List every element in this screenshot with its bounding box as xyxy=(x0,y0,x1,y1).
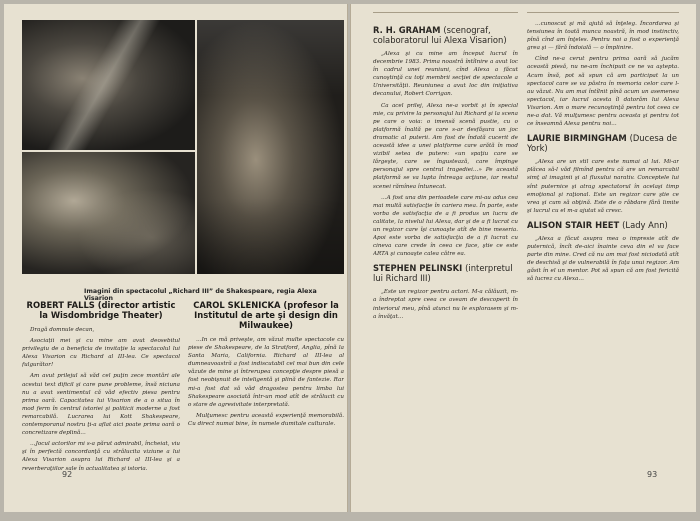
carol-sklenicka-paragraph: Mulţumesc pentru această experienţă memorabilă. Cu direct numai bine, în numele dumitale culturale. xyxy=(188,412,344,427)
article-carol-sklenicka xyxy=(188,300,344,472)
page-number-right: 93 xyxy=(647,470,658,479)
left-page xyxy=(4,4,348,512)
robert-falls-heading: ROBERT FALLS (director artistic la Wisdombridge Theater) xyxy=(26,300,176,320)
heading-name: ALISON STAIR HEET xyxy=(527,219,620,230)
graham-heading xyxy=(373,25,518,45)
robert-falls-paragraph: Am avut prilejul să văd cel puţin zece montări ale acestui text dificil şi care pune probleme, însă niciuna nu a avut sentimentul că văd efectiv piesa pentru prima oară. Capacitatea lui Visarion de a o situa în mod ferm în centrul istoriei şi politicii moderne a fost remarcabilă. Lucrarea lui Kott Shakespeare, contemporanul nostru ţi-a aflat aici poate prima oară o concretizare deplină… xyxy=(22,373,180,437)
heet-heading xyxy=(527,220,679,230)
pelinski-heading xyxy=(373,263,518,283)
right-column-1 xyxy=(373,20,518,466)
heading-role: (Ducesa de York) xyxy=(527,133,678,154)
page-number-left: 92 xyxy=(62,470,73,479)
pelinski-continued-paragraph: Cînd ne-a cerut pentru prima oară să jucăm această piesă, nu ne-am închipuit ce ne va aştepta. Acum însă, pot să spun că am participat la un spectacol care se va păstra în memoria celor care l-au văzut. Nu am mai întîlnit pînă acum un asemenea spectacol, iar lucrul acesta îl datorăm lui Alexa Visarion. Am o mare recunoştinţă pentru tot ceea ce ne-a dat. Vă mulţumesc pentru aceasta şi pentru tot ce înseamnă Alexa pentru noi… xyxy=(527,56,679,128)
photo-caption: Imagini din spectacolul „Richard III” de Shakespeare, regia Alexa Visarion xyxy=(84,288,317,302)
heading-role: (scenograf, colaboratorul lui Alexa Visarion) xyxy=(373,25,507,45)
robert-falls-paragraph: Dragă domnule decan, xyxy=(30,327,95,333)
photo-crowd-scene xyxy=(22,20,195,150)
heading-role: (interpretul lui Richard III) xyxy=(373,263,513,284)
robert-falls-paragraph: …Jocul actorilor mi s-a părut admirabil, încheiat, viu şi în perfectă concordanţă cu strălucita viziune a lui Alexa Visarion asupra lui Richard al III-lea şi a reverberaţiilor sale în actualitatea şi istoria. xyxy=(22,441,180,472)
heet-paragraph: „Alexa a făcut asupra mea o impresie atît de puternică, încît de-aici înainte ceva din el va face parte din mine. Cred că nu am mai fost niciodată atît de deschisă şi de vulnerabilă în faţa unui regizor. Am găsit în el un mentor. Pot să spun că am fost fericită să lucrez cu Alexa… xyxy=(527,235,679,283)
right-page xyxy=(350,4,696,512)
article-robert-falls xyxy=(22,300,180,472)
right-column-2 xyxy=(527,20,679,466)
heading-name: R. H. GRAHAM xyxy=(373,25,441,35)
robert-falls-paragraph: Asociații mei şi cu mine am avut deosebitul privilegiu de a beneficia de invitaţie la spectacolul lui Alexa Visarion cu Richard al III-lea. Ce spectacol fulgurător! xyxy=(22,338,180,369)
graham-paragraph: „Alexa şi cu mine am început lucrul în decembrie 1983. Prima noastră întîlnire a avut loc în cadrul unei reuniuni, cînd Alexa a făcut cunoştinţă cu toţi membrii secţiei de spectacole a Universităţii. Reuniunea a avut loc din iniţiativa decanului, Robert Corrigan. xyxy=(373,51,518,98)
photo-lying-figure xyxy=(22,152,195,274)
carol-sklenicka-heading: CAROL SKLENICKA (profesor la Institutul de arte şi design din Milwaukee) xyxy=(193,300,339,330)
graham-paragraph: …A fost una din perioadele care mi-au adus cea mai multă satisfacţie în cariera mea. În parte, este vorba de satisfacţia de a fi produs un lucru de calitate, la nivelul lui Alexa, dar şi de a fi lucrat cu un regizor care îşi cunoaşte atît de bine meseria. Apoi este vorba de satisfacţia de a fi lucrat cu cineva care crede în ceea ce face, ştie ce este ARTA şi cunoaşte calea către ea. xyxy=(373,194,518,258)
carol-sklenicka-paragraph: …In ce mă priveşte, am văzut multe spectacole cu piese de Shakespeare, de la Stratford, Anglia, pînă la Santa Maria, California. Richard al III-lea al dumneavoastră a fost indiscutabil cel mai bun din cele văzute de mine şi întrerupea concepţie despre piesă a fost neobişnuit de inteligentă şi plină de fantezie. Rar mi-a fost dat să văd dragostea pentru limba lui Shakespeare asociată într-un mod atît de strălucit cu o stare de agresivitate interpretată. xyxy=(188,337,344,408)
heading-name: STEPHEN PELINSKI xyxy=(373,263,463,274)
photo-richard-portrait xyxy=(197,20,344,274)
birmingham-heading xyxy=(527,133,679,153)
heading-name: LAURIE BIRMINGHAM xyxy=(527,133,627,144)
pelinski-paragraph: „Este un regizor pentru actori. M-a călăuzit, m-a îndreptat spre ceea ce aveam de descoperit în interiorul meu, pînă atunci nu le explorasem şi m-a învăţat… xyxy=(373,289,518,320)
heading-role: (Lady Ann) xyxy=(622,219,668,230)
birmingham-paragraph: „Alexa are un stil care este numai al lui. Mi-ar plăcea să-l văd filmînd pentru că are un remarcabil simţ al imaginii şi al fluxului narativ. Conceptele lui sînt puternice şi atrag spectatorul în acelaşi timp emoţional şi raţional. Este un regizor care ştie ce vrea şi cum să obţină. Este de o răbdare fără limite şi lucrul cu el m-a ajutat să cresc. xyxy=(527,159,679,214)
pelinski-continued-paragraph: …cunoscut şi mă ajută să înţeleg. Încordarea şi tensiunea în toată munca noastră, în mod instinctiv, pînă cînd am înţeles. Pentru noi a fost o experienţă grea şi — fără îndoială — o împlinire. xyxy=(527,21,679,52)
graham-paragraph: Ca acel prilej, Alexa ne-a vorbit şi în special mie, cu privire la personajul lui Richard şi la scena pe care o voia: o imensă scenă pustie, cu o platformă înaltă pe care s-ar desfăşura un joc dramatic al puterii. Am fost de îndată cucerit de această idee a unei platforme care arătă în mod vizibil setea de putere: «un spaţiu care se lărgeşte, care se îngustează, care împinge personajul spre centrul tragediei…» Pe această platformă se va lupta întreaga acţiune, iar restul scenei rămînea întunecat. xyxy=(373,102,518,190)
